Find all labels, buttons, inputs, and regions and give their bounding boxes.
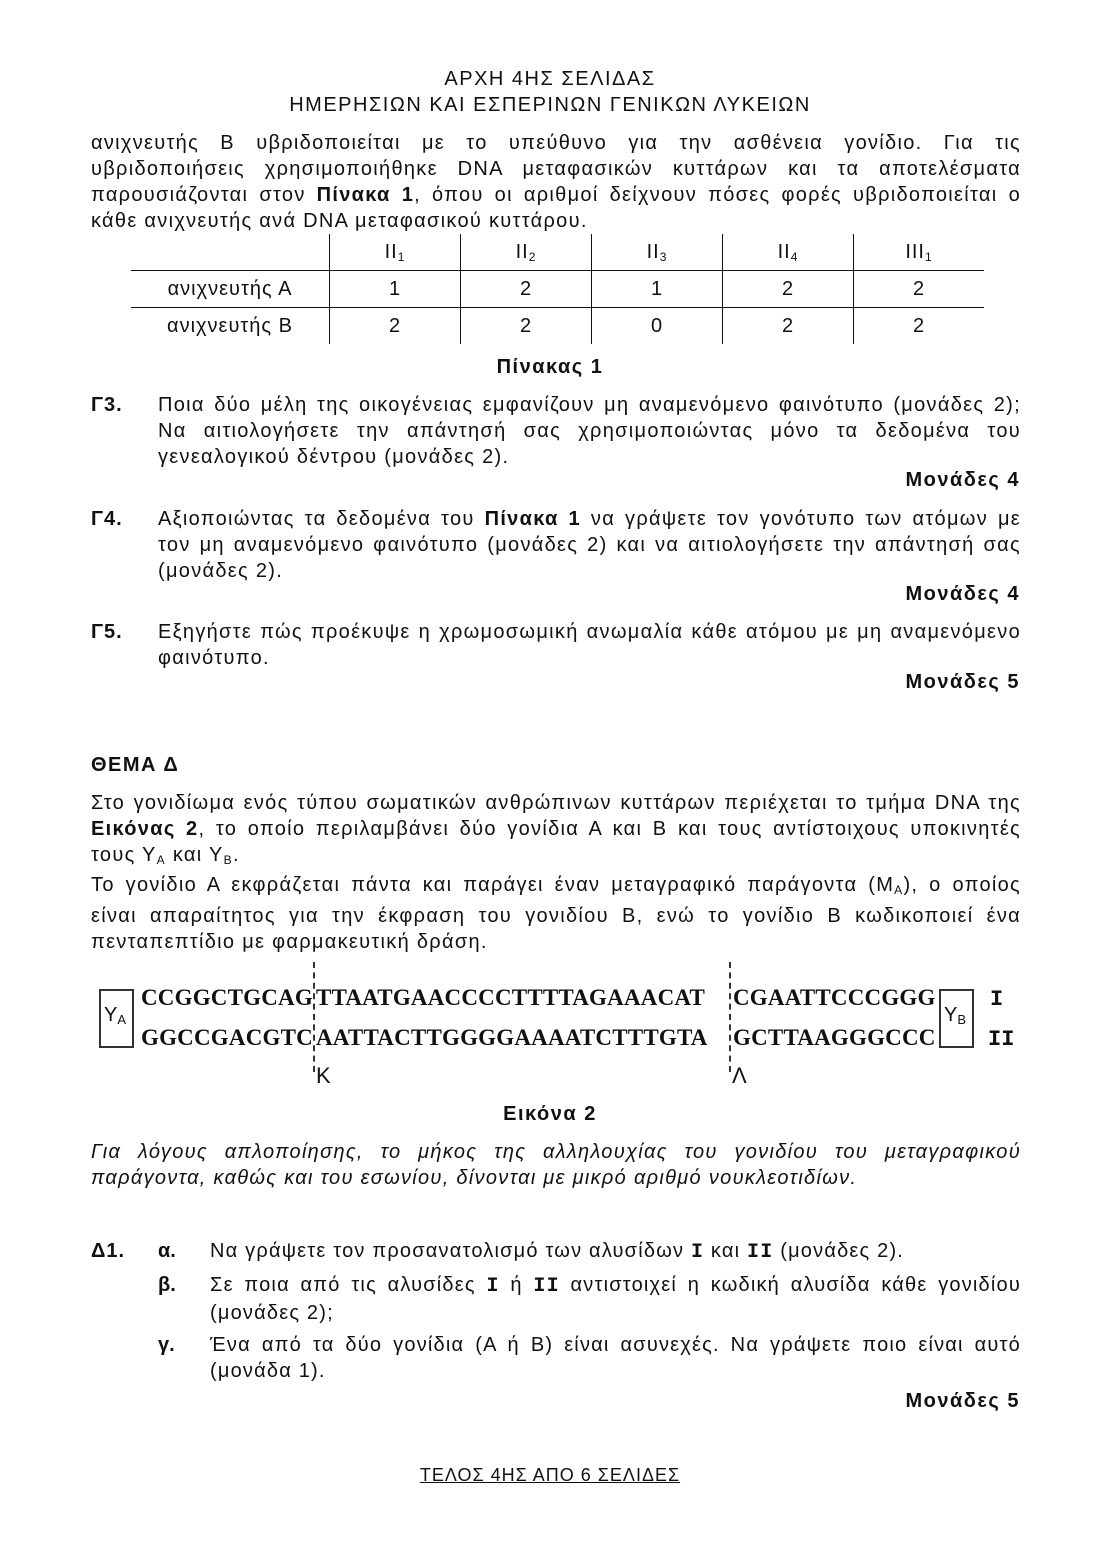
question-g3-number: Γ3.	[91, 394, 123, 416]
table-header-cell: $II_3$	[592, 234, 723, 271]
cut-label-l: Λ	[732, 1063, 747, 1088]
footer-text: ΤΕΛΟΣ 4ΗΣ ΑΠΟ 6 ΣΕΛΙΔΕΣ	[419, 1465, 681, 1485]
question-d1-c-text: Ένα από τα δύο γονίδια (Α ή Β) είναι ασυνεχές. Να γράψετε ποιο είναι αυτό (μονάδα 1).	[210, 1334, 1021, 1382]
table-cell: 2	[723, 308, 854, 345]
strand-ii-seq-2: AATTACTTGGGGAAAATCTTTGTA	[316, 1025, 708, 1050]
question-g4-number: Γ4.	[91, 508, 123, 530]
cut-line-l	[729, 962, 731, 1072]
table-header-cell: $II_1$	[330, 234, 461, 271]
intro-paragraph	[91, 130, 1021, 234]
strand-i-seq-3: CGAATTCCCGGG	[733, 985, 936, 1010]
row-label: ανιχνευτής Α	[131, 271, 330, 308]
figure-caption: Εικόνα 2	[503, 1103, 597, 1125]
question-g4-text: Αξιοποιώντας τα δεδομένα του Πίνακα 1 να γράψετε τον γονότυπο των ατόμων με τον μη αναμενόμενο φαινότυπο (μονάδες 2) και να αιτιολογήσετε την απάντησή σας (μονάδες 2).	[158, 508, 1022, 582]
question-g4-points: Μονάδες 4	[905, 583, 1020, 605]
strand-label-ii: II	[988, 1027, 1015, 1052]
header-line-2: ΗΜΕΡΗΣΙΩΝ ΚΑΙ ΕΣΠΕΡΙΝΩΝ ΓΕΝΙΚΩΝ ΛΥΚΕΙΩΝ	[289, 94, 811, 116]
question-g5-points: Μονάδες 5	[905, 671, 1020, 693]
strand-i-seq-1: CCGGCTGCAG	[141, 985, 313, 1010]
table-caption: Πίνακας 1	[496, 356, 604, 378]
question-d1-number: Δ1.	[91, 1240, 126, 1262]
table-corner	[131, 234, 330, 271]
intro-text-2: , όπου οι αριθμοί δείχνουν πόσες φορές υβριδοποιείται ο κάθε ανιχνευτής ανά DNA μεταφασικού κυττάρου.	[91, 184, 1021, 232]
table-header-cell: $II_4$	[723, 234, 854, 271]
section-title: ΘΕΜΑ Δ	[91, 754, 180, 776]
question-g3-points: Μονάδες 4	[905, 469, 1020, 491]
table-cell: 2	[854, 308, 985, 345]
table-cell: 1	[330, 271, 461, 308]
strand-ii-seq-1: GGCCGACGTC	[141, 1025, 313, 1050]
table-cell: 2	[723, 271, 854, 308]
question-d1-b-label: β.	[158, 1274, 176, 1296]
thema-d-paragraph-1: Στο γονιδίωμα ενός τύπου σωματικών ανθρώπινων κυττάρων περιέχεται το τμήμα DNA της Εικόνας 2, το οποίο περιλαμβάνει δύο γονίδια Α και Β και τους αντίστοιχους υποκινητές τους $\Upsilon_A$ και $\Upsilon_B$.	[91, 792, 1021, 867]
table-header-cell: $II_2$	[461, 234, 592, 271]
header-line-1: ΑΡΧΗ 4ΗΣ ΣΕΛΙΔΑΣ	[444, 68, 656, 90]
question-d1-b-text: Σε ποια από τις αλυσίδες Ι ή ΙΙ αντιστοιχεί η κωδική αλυσίδα κάθε γονιδίου (μονάδες 2);	[210, 1274, 1021, 1324]
table-header-row	[131, 234, 984, 271]
table-header-cell: $III_1$	[854, 234, 985, 271]
strand-i-seq-2: TTAATGAACCCCTTTTAGAAACAT	[316, 985, 706, 1010]
question-d1-a-label: α.	[158, 1240, 176, 1262]
strand-ii-seq-3: GCTTAAGGGCCC	[733, 1025, 936, 1050]
thema-d-paragraph-2: Το γονίδιο Α εκφράζεται πάντα και παράγει έναν μεταγραφικό παράγοντα $(M_A)$, ο οποίος είναι απαραίτητος για την έκφραση του γονιδίου Β, ενώ το γονίδιο Β κωδικοποιεί ένα πενταπεπτίδιο με φαρμακευτική δράση.	[91, 874, 1021, 953]
table-row	[131, 308, 984, 345]
intro-bold: Πίνακα 1	[316, 184, 415, 206]
question-d1-c-label: γ.	[158, 1334, 175, 1356]
figure-note: Για λόγους απλοποίησης, το μήκος της αλληλουχίας του γονιδίου του μεταγραφικού παράγοντα, καθώς και του εσωνίου, δίνονται με μικρό αριθμό νουκλεοτιδίων.	[91, 1141, 1021, 1189]
question-d1-a-text: Να γράψετε τον προσανατολισμό των αλυσίδων Ι και ΙΙ (μονάδες 2).	[210, 1240, 905, 1264]
table-cell: 1	[592, 271, 723, 308]
cut-label-k: Κ	[316, 1063, 331, 1088]
table-cell: 2	[461, 308, 592, 345]
intro-text-1: ανιχνευτής Β υβριδοποιείται με το υπεύθυνο για την ασθένεια γονίδιο. Για τις υβριδοποιήσεις χρησιμοποιήθηκε DNA μεταφασικών κυττάρων και τα αποτελέσματα παρουσιάζονται στον	[91, 132, 1021, 206]
cut-line-k	[313, 962, 315, 1072]
table-1	[131, 234, 984, 344]
question-g3-text: Ποια δύο μέλη της οικογένειας εμφανίζουν μη αναμενόμενο φαινότυπο (μονάδες 2); Να αιτιολογήσετε την απάντησή σας χρησιμοποιώντας μόνο τα δεδομένα του γενεαλογικού δέντρου (μονάδες 2).	[158, 394, 1021, 468]
table-cell: 2	[854, 271, 985, 308]
promoter-yb-label: $\Upsilon_B$	[944, 1004, 967, 1027]
strand-label-i: I	[990, 987, 1004, 1012]
table-cell: 2	[461, 271, 592, 308]
promoter-ya-label: $\Upsilon_A$	[104, 1004, 127, 1027]
table-row	[131, 271, 984, 308]
table-cell: 0	[592, 308, 723, 345]
table-cell: 2	[330, 308, 461, 345]
row-label: ανιχνευτής Β	[167, 314, 293, 337]
question-g5-number: Γ5.	[91, 621, 123, 643]
question-d1-points: Μονάδες 5	[905, 1390, 1020, 1412]
question-g5-text: Εξηγήστε πώς προέκυψε η χρωμοσωμική ανωμαλία κάθε ατόμου με μη αναμενόμενο φαινότυπο.	[158, 621, 1021, 669]
page-footer	[0, 1465, 1100, 1486]
